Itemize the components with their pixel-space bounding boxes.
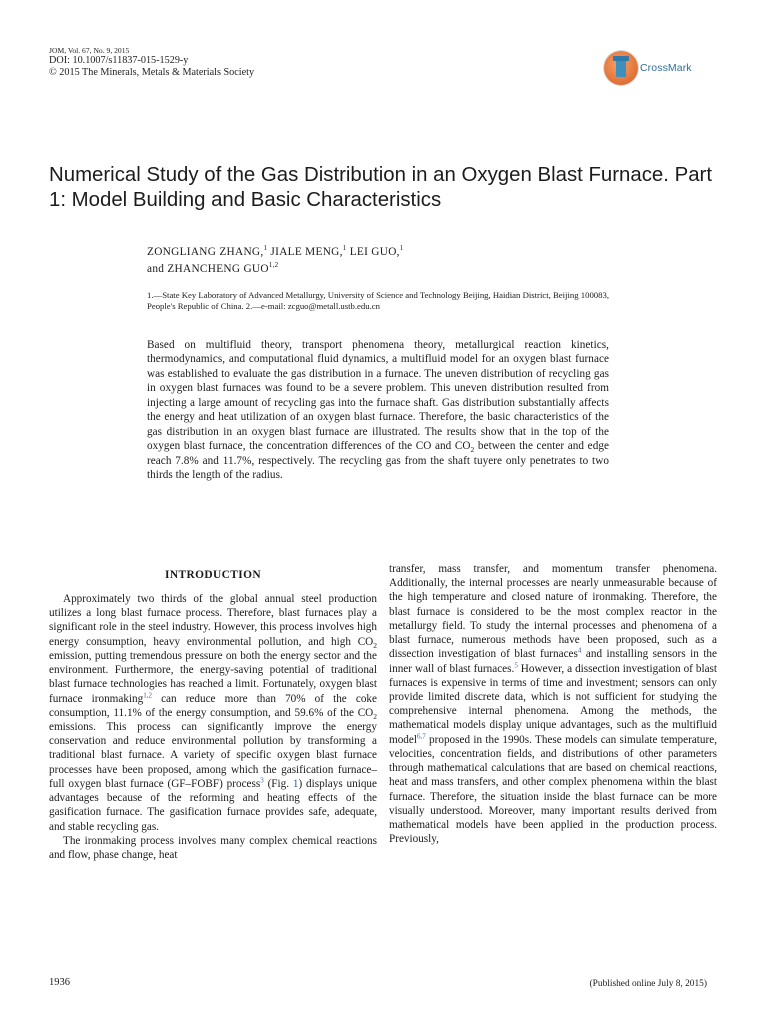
body-text: proposed in the 1990s. These models can simulate temperature, velocities, concentration fields, and distributions of other parameters through mathematical calculations that are based on chemical reactions, heat and mass transfers, and other complex phenomena within the blast furnace. Therefore, the situation inside the blast furnace can be more visually understood. Moreover, many important results derived from mathematical models have been applied in the production process. Previously,: [389, 733, 717, 846]
body-text: can reduce more than 70% of the coke consumption, 11.1% of the energy consumption, and 59.6% of the CO: [49, 692, 377, 719]
author-affiliation-mark: 1: [263, 244, 268, 252]
author-name: ZONGLIANG ZHANG,: [147, 245, 264, 258]
paper-title: Numerical Study of the Gas Distribution in an Oxygen Blast Furnace. Part 1: Model Building and Basic Characteristics: [49, 164, 712, 211]
author-affiliation-mark: 1: [399, 244, 404, 252]
subscript: 2: [373, 711, 377, 721]
body-column-right: [389, 562, 717, 846]
page-number: 1936: [49, 977, 70, 988]
published-date: (Published online July 8, 2015): [589, 979, 707, 989]
body-text: Approximately two thirds of the global annual steel production utilizes a long blast furnace process. Therefore, blast furnaces play a significant role in the steel industry. However, this process involves high energy consumption, heavy environmental pollution, and high CO: [49, 593, 377, 648]
author-affiliation-mark: 1,2: [268, 261, 279, 270]
paragraph: [49, 592, 377, 834]
paragraph: The ironmaking process involves many complex chemical reactions and flow, phase change, heat: [49, 834, 377, 861]
abstract-text: Based on multifluid theory, transport phenomena theory, metallurgical reaction kinetics, thermodynamics, and computational fluid dynamics, a multifluid model for an oxygen blast furnace was established to evaluate the gas distribution in a furnace. The uneven distribution of recycling gas in oxygen blast furnaces was found to be a severe problem. This uneven distribution resulted from injecting a large amount of recycling gas into the furnace shaft. Gas distribution substantially affects the energy and heat utilization of an oxygen blast furnace. Therefore, the basic characteristics of the gas distribution in an oxygen blast furnace are illustrated. The results show that in the top of the oxygen blast furnace, the concentration differences of the CO and CO: [147, 339, 609, 453]
body-column-left: [49, 562, 377, 862]
author-affiliation-mark: 1: [342, 244, 347, 252]
paragraph: [389, 562, 717, 846]
body-text: transfer, mass transfer, and momentum transfer phenomena. Additionally, the internal processes are nearly unmeasurable because of the high temperature and closed nature of ironmaking. Therefore, the blast furnace is considered to be the most complex reactor in the metallurgy field. To study the internal processes and phenomena of a blast furnace, numerous methods have been proposed, such as a dissection investigation of blast furnaces: [389, 563, 717, 661]
journal-citation: JOM, Vol. 67, No. 9, 2015: [49, 46, 130, 55]
author-name: LEI GUO,: [346, 245, 400, 258]
subscript: 2: [373, 640, 377, 650]
citation-link[interactable]: 3: [260, 776, 264, 785]
figure-link[interactable]: 1: [292, 777, 299, 790]
crossmark-icon: [604, 51, 638, 85]
author-name: and ZHANCHENG GUO: [147, 263, 269, 276]
citation-link[interactable]: 1,2: [143, 690, 152, 699]
body-text: However, a dissection investigation of blast furnaces is expensive in terms of time and investment; sensors can only provide limited discrete data, which is not sufficient for studying the comprehensive internal phenomena. Among the methods, the mathematical models display unique advantages, such as the multifluid model: [389, 662, 717, 746]
body-text: emissions. This process can significantly improve the energy conservation and reduce environmental pollution by transforming a traditional blast furnace. A variety of specific oxygen blast furnace processes have been proposed, among which the gasification furnace–full oxygen blast furnace (GF–FOBF) process: [49, 720, 377, 790]
body-text: ) displays unique advantages because of the reforming and heating effects of the gasification furnace. The gasification furnace provides safe, adequate, and stable recycling gas.: [49, 777, 377, 833]
author-list: [147, 242, 647, 277]
citation-link[interactable]: 6,7: [416, 731, 426, 740]
crossmark-label: CrossMark: [640, 62, 692, 74]
article-metadata: [49, 46, 254, 78]
citation-link[interactable]: 4: [577, 646, 582, 655]
affiliation-text: 1.—State Key Laboratory of Advanced Metallurgy, University of Science and Technology Beijing, Haidian District, Beijing 100083, People's Republic of China. 2.—e-mail: zcguo@metall.ustb.edu.cn: [147, 290, 609, 312]
subscript: 2: [470, 445, 475, 455]
doi-line[interactable]: DOI: 10.1007/s11837-015-1529-y: [49, 55, 189, 66]
author-name: JIALE MENG,: [267, 245, 343, 258]
body-text: (Fig.: [263, 777, 293, 790]
crossmark-badge[interactable]: [604, 51, 692, 85]
body-text: emission, putting tremendous pressure on both the energy sector and the environment. Furthermore, the energy-saving potential of traditional blast furnace technologies has reached a limit. Fortunately, oxygen blast furnace ironmaking: [49, 649, 377, 705]
citation-link[interactable]: 5: [514, 660, 518, 669]
body-text: and installing sensors in the inner wall of blast furnaces.: [389, 648, 717, 675]
section-heading: INTRODUCTION: [165, 569, 261, 581]
copyright-line: © 2015 The Minerals, Metals & Materials Society: [49, 66, 255, 78]
abstract-text: between the center and edge reach 7.8% and 11.7%, respectively. The recycling gas from the shaft tuyere only penetrates to two thirds the length of the radius.: [147, 440, 609, 482]
abstract: [147, 338, 609, 483]
